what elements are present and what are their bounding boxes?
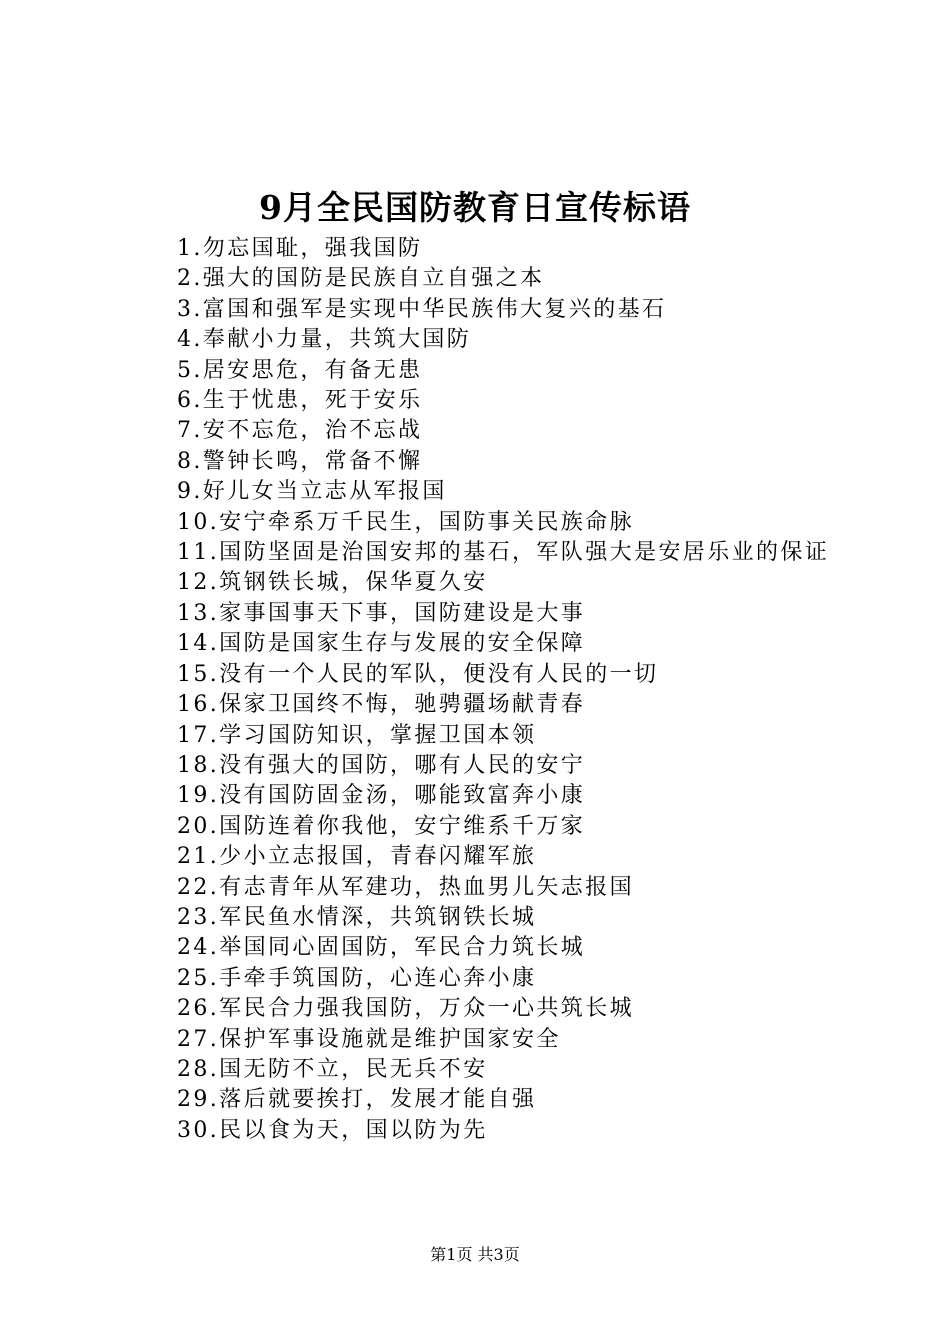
slogan-item: 27.保护军事设施就是维护国家安全	[177, 1026, 561, 1052]
slogan-item: 8.警钟长鸣，常备不懈	[177, 448, 423, 474]
slogan-item: 7.安不忘危，治不忘战	[177, 418, 423, 444]
slogan-item: 4.奉献小力量，共筑大国防	[177, 327, 472, 353]
slogan-item: 11.国防坚固是治国安邦的基石，军队强大是安居乐业的保证	[177, 540, 830, 566]
slogan-item: 28.国无防不立，民无兵不安	[177, 1056, 488, 1082]
slogan-item: 5.居安思危，有备无患	[177, 357, 423, 383]
slogan-item: 18.没有强大的国防，哪有人民的安宁	[177, 752, 586, 778]
slogan-item: 30.民以食为天，国以防为先	[177, 1117, 488, 1143]
slogan-item: 21.少小立志报国，青春闪耀军旅	[177, 844, 537, 870]
slogan-item: 9.好儿女当立志从军报国	[177, 479, 447, 505]
slogan-item: 23.军民鱼水情深，共筑钢铁长城	[177, 904, 537, 930]
slogan-item: 14.国防是国家生存与发展的安全保障	[177, 631, 586, 657]
slogan-item: 1.勿忘国耻，强我国防	[177, 236, 423, 261]
slogan-item: 17.学习国防知识，掌握卫国本领	[177, 722, 537, 748]
slogan-item: 24.举国同心固国防，军民合力筑长城	[177, 935, 586, 961]
slogan-item: 26.军民合力强我国防，万众一心共筑长城	[177, 996, 634, 1022]
slogan-item: 22.有志青年从军建功，热血男儿矢志报国	[177, 874, 634, 900]
slogan-item: 6.生于忧患，死于安乐	[177, 388, 423, 414]
slogan-item: 10.安宁牵系万千民生，国防事关民族命脉	[177, 509, 634, 535]
slogan-item: 16.保家卫国终不悔，驰骋疆场献青春	[177, 692, 586, 718]
document-title: 9月全民国防教育日宣传标语	[259, 188, 691, 227]
slogan-item: 19.没有国防固金汤，哪能致富奔小康	[177, 783, 586, 809]
slogan-item: 3.富国和强军是实现中华民族伟大复兴的基石	[177, 296, 667, 322]
slogan-item: 2.强大的国防是民族自立自强之本	[177, 266, 545, 292]
slogan-item: 12.筑钢铁长城，保华夏久安	[177, 570, 488, 596]
slogan-item: 15.没有一个人民的军队，便没有人民的一切	[177, 661, 659, 687]
slogan-item: 29.落后就要挨打，发展才能自强	[177, 1087, 537, 1113]
slogan-list	[129, 234, 839, 1146]
slogan-item: 13.家事国事天下事，国防建设是大事	[177, 600, 586, 626]
page-footer: 第1页 共3页	[430, 1245, 520, 1264]
slogan-item: 20.国防连着你我他，安宁维系千万家	[177, 813, 586, 839]
slogan-item: 25.手牵手筑国防，心连心奔小康	[177, 965, 537, 991]
